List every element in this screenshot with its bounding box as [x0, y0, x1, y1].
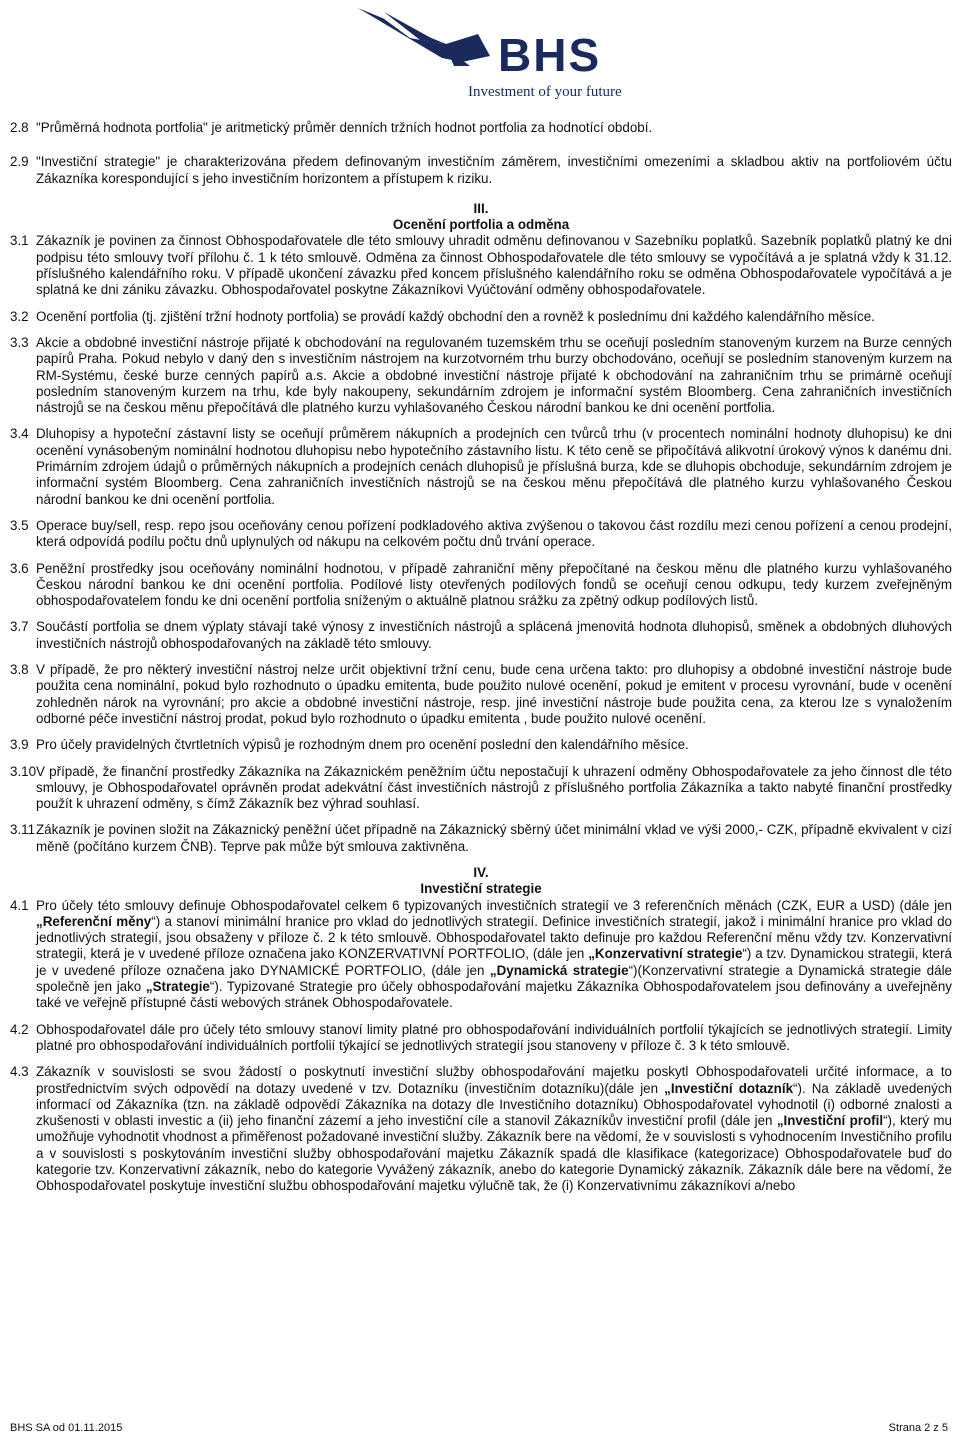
paragraph-text: Obhospodařovatel dále pro účely této smlouvy stanoví limity platné pro obhospodařování individuálních portfolií týkajících se jednotlivých strategií. Limity platné pro obhospodařování individuálních portfolií týkající se jednotlivých strategií jsou stanoveny v příloze č. 3 k této smlouvě.	[36, 1021, 952, 1053]
paragraph-number: 3.10	[10, 763, 37, 779]
paragraph-number: 3.4	[10, 426, 29, 442]
paragraph-4-2	[10, 1022, 952, 1055]
text-run: “) a stanoví minimální hranice pro vklad do jednotlivých strategií. Definice investičních strategií, jakož i minimální hranice pro vklad do jednotlivých strategií, jsou obsaženy v příloze č. 2 k této smlouvě. Obhospodařovatel takto definuje pro každou Referenční měnu vždy tzv. Konzervativní strategii, která je v uvedené příloze označena jako KONZERVATIVNÍ PORTFOLIO, (dále jen	[36, 913, 952, 962]
paragraph-3-9	[10, 737, 952, 753]
paragraph-3-2	[10, 309, 952, 325]
defined-term: „Investiční dotazník	[664, 1080, 794, 1096]
footer-page-number: Strana 2 z 5	[888, 1422, 948, 1434]
paragraph-number: 3.1	[10, 233, 29, 249]
paragraph-text: Dluhopisy a hypoteční zástavní listy se oceňují průměrem nákupních a prodejních cen tvůrců trhu (v procentech nominální hodnoty dluhopisu) ke dni ocenění vynásobeným nominální hodnotou dluhopisu nebo hypotečního zástavního listu. K této ceně se připočítává alikvotní úrokový výnos k danému dni. Primárním zdrojem údajů o průměrných nákupních a prodejních cenách dluhopisů je příslušná burza, kde se dluhopis obchoduje, sekundárním zdrojem je informační systém Bloomberg. Cena zahraničních investičních nástrojů se na českou měnu přepočítává dle platného kurzu vyhlašovaného Českou národní bankou ke dni ocenění portfolia.	[36, 426, 952, 507]
logo-tagline: Investment of your future	[468, 84, 622, 100]
defined-term: „Referenční měny	[36, 913, 152, 929]
paragraph-number: 3.6	[10, 560, 29, 576]
footer-document-version: BHS SA od 01.11.2015	[10, 1422, 123, 1434]
bird-icon	[350, 4, 500, 84]
paragraph-3-5	[10, 518, 952, 551]
paragraph-number: 2.9	[10, 154, 29, 170]
text-run: Zákazník v souvislosti se svou žádostí o poskytnutí investiční služby obhospodařování majetku poskytl Obhospodařovateli určité informace, a to prostřednictvím svých odpovědí na dotazy uvedené v tzv. Dotazníku (investičním dotazníku)(dále jen	[36, 1064, 952, 1096]
paragraph-3-8	[10, 662, 952, 727]
paragraph-text: Součástí portfolia se dnem výplaty stávají také výnosy z investičních nástrojů a splácená jmenovitá hodnota dluhopisů, směnek a obdobných dluhových investičních nástrojů obhospodařovaných na základě této smlouvy.	[36, 619, 952, 651]
paragraph-4-1	[10, 898, 952, 1012]
logo-text: BHS	[498, 29, 602, 81]
text-run: “). Na základě uvedených informací od Zákazníka (tzn. na základě odpovědí Zákazníka na dotazy dle Investičního dotazníku) Obhospodařovatel vyhodnotil (i) odborné znalosti a zkušenosti v oblasti investic a (ii) jeho finanční zázemí a jeho investiční cíle a stanovil Zákazníkův investiční profil (dále jen	[36, 1080, 952, 1129]
paragraph-number: 4.3	[10, 1064, 29, 1080]
paragraph-text: "Investiční strategie" je charakterizována předem definovaným investičním záměrem, investičními omezeními a skladbou aktiv na portfoliovém účtu Zákazníka korespondující s jeho investičním horizontem a přístupem k riziku.	[36, 154, 952, 186]
paragraph-text: V případě, že pro některý investiční nástroj nelze určit objektivní tržní cenu, bude cena určena takto: pro dluhopisy a obdobné investiční nástroje bude použita cena nominální, pokud bylo rozhodnuto o úpadku emitenta, bude použito nulové ocenění, pokud je emitent v procesu vyrovnání, bude v ocenění zohledněn nárok na vyrovnání; pro akcie a obdobné investiční nástroje, resp. jiné investiční nástroje bude použita cena, za kterou lze s vynaložením odborné péče investiční nástroj prodat, pokud bylo rozhodnuto o úpadku emitenta , bude použito nulové ocenění.	[36, 662, 952, 726]
paragraph-text: Zákazník je povinen složit na Zákaznický peněžní účet případně na Zákaznický sběrný účet minimální vklad ve výši 2000,- CZK, případně ekvivalent v cizí měně (počítáno kurzem ČNB). Teprve pak může být smlouva zaktivněna.	[36, 822, 952, 854]
paragraph-text: "Průměrná hodnota portfolia" je aritmetický průměr denních tržních hodnot portfolia za hodnotící období.	[36, 120, 653, 135]
document-body	[10, 120, 952, 1195]
paragraph-4-3	[10, 1064, 952, 1194]
paragraph-3-7	[10, 619, 952, 652]
paragraph-text: Pro účely pravidelných čtvrtletních výpisů je rozhodným dnem pro ocenění poslední den kalendářního měsíce.	[36, 737, 689, 753]
section-4-title: Investiční strategie	[420, 881, 542, 897]
paragraph-text: Akcie a obdobné investiční nástroje přijaté k obchodování na regulovaném tuzemském trhu se oceňují posledním stanoveným kurzem na Burze cenných papírů Praha. Pokud nebylo v daný den s investičním nástrojem na kurzotvorném trhu burzy obchodováno, oceňují se posledním stanoveným kurzem na RM-Systému, české burze cenných papírů a.s. Akcie a obdobné investiční nástroje přijaté k obchodování na zahraničním trhu se primárně oceňují posledním stanoveným kurzem na trhu, kde byly nakoupeny, sekundárním zdrojem je informační systém Bloomberg. Cena zahraničních investičních nástrojů se na českou měnu přepočítává dle platného kurzu vyhlašovaného Českou národní bankou ke dni ocenění portfolia.	[36, 334, 952, 416]
text-run: “), který mu umožňuje vyhodnotit vhodnost a přiměřenost požadované investiční služby. Zákazník bere na vědomí, že v souvislosti s vyhodnocením Investičního profilu a v souvislosti s poskytováním investiční služby obhospodařování majetku Zákazník spadá dle klasifikace (kategorizace) Obhospodařovatele buď do kategorie tzv. Konzervativní zákazník, nebo do kategorie Vyvážený zákazník, anebo do kategorie Dynamický zákazník. Zákazník dále bere na vědomí, že Obhospodařovatel poskytuje investiční službu obhospodařování majetku výlučně tak, že (i) Konzervativnímu zákazníkovi a/nebo	[36, 1113, 953, 1194]
section-4-number: IV.	[473, 864, 489, 880]
section-3-number: III.	[473, 200, 489, 216]
text-run: “) a tzv. Dynamickou strategii, která je v uvedené příloze označena jako DYNAMICKÉ PORTFOLIO, (dále jen	[36, 946, 952, 978]
paragraph-number: 3.3	[10, 334, 29, 350]
paragraph-text: Zákazník je povinen za činnost Obhospodařovatele dle této smlouvy uhradit odměnu definovanou v Sazebníku poplatků. Sazebník poplatků platný ke dni podpisu této smlouvy tvoří přílohu č. 1 k této smlouvě. Odměna za činnost Obhospodařovatele dle této smlouvy se vypočítává a je splatná vždy k 31.12. příslušného kalendářního roku. V případě ukončení závazku před koncem příslušného kalendářního roku se odměna Obhospodařovatele vypočítává a je splatná ke dni zániku závazku. Obhospodařovatel poskytne Zákazníkovi Vyúčtování odměny obhospodařovatele.	[36, 233, 952, 298]
paragraph-number: 2.8	[10, 120, 29, 135]
text-run: Pro účely této smlouvy definuje Obhospodařovatel celkem 6 typizovaných investičních strategií ve 3 referenčních měnách (CZK, EUR a USD) (dále jen	[36, 897, 952, 913]
logo-mark	[350, 4, 622, 104]
defined-term: „Konzervativní strategie	[588, 946, 743, 962]
paragraph-number: 3.7	[10, 619, 29, 635]
paragraph-3-4	[10, 426, 952, 507]
paragraph-text: V případě, že finanční prostředky Zákazníka na Zákaznickém peněžním účtu nepostačují k uhrazení odměny Obhospodařovatele za jeho činnost dle této smlouvy, je Obhospodařovatel oprávněn prodat adekvátní část investičních nástrojů z příslušného portfolia Zákazníka a takto nabyté finanční prostředky použít k uhrazení odměny, s čímž Zákazník bez výhrad souhlasí.	[36, 763, 952, 812]
paragraph-number: 3.9	[10, 737, 29, 753]
defined-term: „Dynamická strategie	[489, 962, 629, 978]
text-run: “)(Konzervativní strategie a Dynamická strategie dále společně jen jako	[36, 962, 952, 995]
paragraph-number: 3.8	[10, 662, 29, 678]
paragraph-text: Operace buy/sell, resp. repo jsou oceňovány cenou pořízení podkladového aktiva zvýšenou o takovou část rozdílu mezi cenou pořízení a cenou prodejní, která odpovídá podílu počtu dnů uplynulých od nákupu na celkovém počtu dnů trvání operace.	[36, 517, 952, 550]
paragraph-2-9	[10, 154, 952, 187]
paragraph-text: Ocenění portfolia (tj. zjištění tržní hodnoty portfolia) se provádí každý obchodní den a rovněž k poslednímu dni každého kalendářního měsíce.	[36, 308, 875, 324]
section-3-title: Ocenění portfolia a odměna	[392, 217, 570, 233]
paragraph-number: 3.5	[10, 517, 29, 533]
paragraph-2-8	[10, 120, 952, 136]
paragraph-3-6	[10, 561, 952, 610]
paragraph-number: 3.2	[10, 308, 29, 324]
text-run: “). Typizované Strategie pro účely obhospodařování majetku Zákazníka Obhospodařovatelem jsou definovány a uveřejněny také ve veřejně přístupné části webových stránek Obhospodařovatele.	[36, 979, 953, 1011]
paragraph-3-11	[10, 822, 952, 855]
defined-term: „Investiční profil	[776, 1113, 884, 1129]
paragraph-number: 4.1	[10, 897, 29, 913]
paragraph-number: 3.11	[10, 822, 36, 838]
paragraph-text: Peněžní prostředky jsou oceňovány nominální hodnotou, v případě zahraniční měny přepočítané na českou měnu dle platného kurzu vyhlašovaného Českou národní bankou ke dni ocenění portfolia. Podílové listy otevřených podílových fondů se oceňují cenou odkupu, tedy kurzem zveřejněným obhospodařovatelem fondu ke dni ocenění portfolia sníženým o aktuálně platnou srážku za zpětný odkup podílových listů.	[36, 560, 952, 609]
paragraph-number: 4.2	[10, 1021, 29, 1037]
paragraph-3-10	[10, 764, 952, 813]
defined-term: „Strategie	[145, 979, 210, 995]
paragraph-3-1	[10, 233, 952, 298]
paragraph-3-3	[10, 335, 952, 416]
company-logo	[0, 4, 960, 108]
